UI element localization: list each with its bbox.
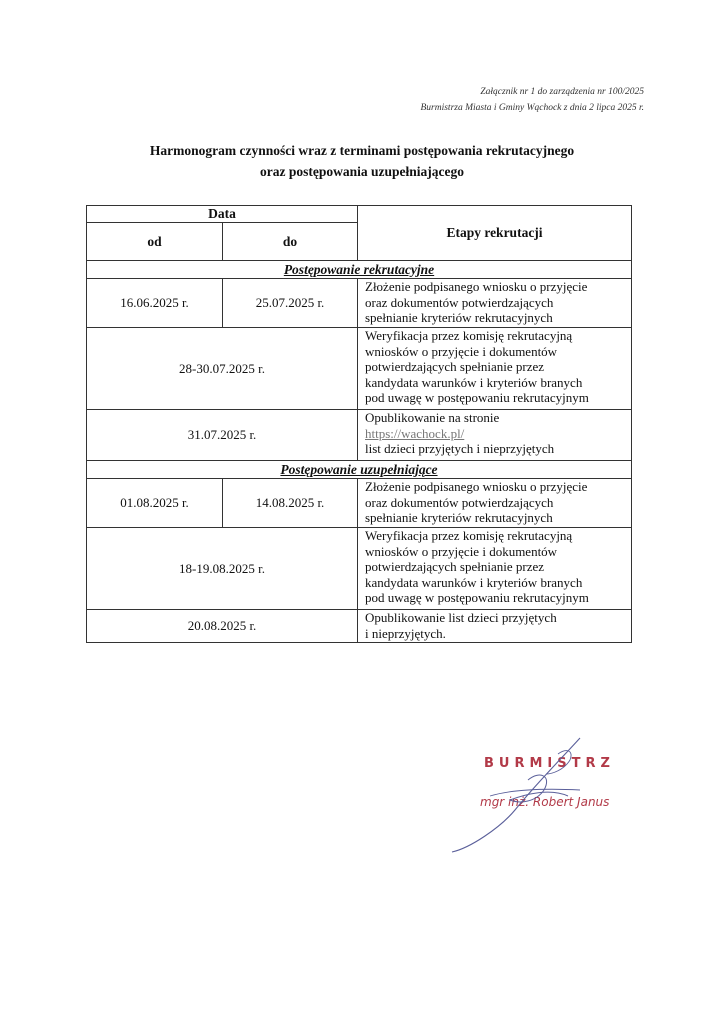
stage-line: Złożenie podpisanego wniosku o przyjęcie — [365, 279, 588, 294]
stage-line: spełnianie kryteriów rekrutacyjnych — [365, 310, 553, 325]
table-row — [87, 279, 632, 328]
stage-line: wniosków o przyjęcie i dokumentów — [365, 543, 558, 559]
stage-line: kandydata warunków i kryteriów branych — [365, 374, 583, 390]
title-line-1: Harmonogram czynności wraz z terminami postępowania rekrutacyjnego — [149, 143, 575, 158]
signature-icon — [440, 730, 640, 860]
annotation-line-2: Burmistrza Miasta i Gminy Wąchock z dnia 2 lipca 2025 r. — [420, 103, 644, 113]
date-do: 14.08.2025 r. — [223, 479, 358, 528]
section-uzupelniajace: Postępowanie uzupełniające — [87, 461, 632, 479]
date-single: 20.08.2025 r. — [87, 610, 358, 643]
stage-line: Weryfikacja przez komisję rekrutacyjną — [365, 528, 573, 543]
stage-line: pod uwagę w postępowaniu rekrutacyjnym — [365, 590, 589, 605]
stage-line: pod uwagę w postępowaniu rekrutacyjnym — [365, 390, 589, 405]
header-od: od — [87, 223, 223, 261]
stage-line: i nieprzyjętych. — [365, 625, 446, 641]
table-row — [87, 528, 632, 610]
date-do: 25.07.2025 r. — [223, 279, 358, 328]
table-row — [87, 328, 632, 410]
section-rekrutacyjne: Postępowanie rekrutacyjne — [87, 261, 632, 279]
stage-cell — [358, 328, 632, 410]
stage-line: Weryfikacja przez komisję rekrutacyjną — [365, 328, 573, 343]
stage-line: list dzieci przyjętych i nieprzyjętych — [365, 441, 555, 456]
date-range: 18-19.08.2025 r. — [87, 528, 358, 610]
date-od: 16.06.2025 r. — [87, 279, 223, 328]
table-row — [87, 410, 632, 461]
stage-line: Opublikowanie list dzieci przyjętych — [365, 610, 557, 625]
stage-cell — [358, 528, 632, 610]
table-row — [87, 610, 632, 643]
stage-cell — [358, 610, 632, 643]
stage-line: potwierdzających spełnianie przez — [365, 559, 545, 574]
stage-line: spełnianie kryteriów rekrutacyjnych — [365, 510, 553, 525]
stage-cell — [358, 279, 632, 328]
date-range: 28-30.07.2025 r. — [87, 328, 358, 410]
header-do: do — [223, 223, 358, 261]
document-title — [0, 140, 724, 182]
stage-cell — [358, 410, 632, 461]
stamp-name: mgr inż. Robert Janus — [480, 795, 610, 809]
stage-line: Złożenie podpisanego wniosku o przyjęcie — [365, 479, 588, 494]
header-etapy: Etapy rekrutacji — [358, 206, 632, 261]
stage-cell — [358, 479, 632, 528]
stage-line: wniosków o przyjęcie i dokumentów — [365, 343, 558, 359]
stage-line: oraz dokumentów potwierdzających — [365, 494, 554, 510]
date-single: 31.07.2025 r. — [87, 410, 358, 461]
header-data: Data — [87, 206, 358, 223]
annotation-line-1: Załącznik nr 1 do zarządzenia nr 100/2025 — [480, 87, 644, 97]
date-od: 01.08.2025 r. — [87, 479, 223, 528]
stage-line: potwierdzających spełnianie przez — [365, 359, 545, 374]
stage-line: oraz dokumentów potwierdzających — [365, 294, 554, 310]
stage-line: Opublikowanie na stronie — [365, 410, 500, 425]
website-link[interactable]: https://wachock.pl/ — [365, 425, 465, 441]
document-annotation — [420, 84, 644, 116]
stamp-title: BURMISTRZ — [484, 756, 615, 771]
title-line-2: oraz postępowania uzupełniającego — [260, 164, 464, 179]
schedule-table — [86, 205, 632, 643]
stage-line: kandydata warunków i kryteriów branych — [365, 574, 583, 590]
table-row — [87, 479, 632, 528]
